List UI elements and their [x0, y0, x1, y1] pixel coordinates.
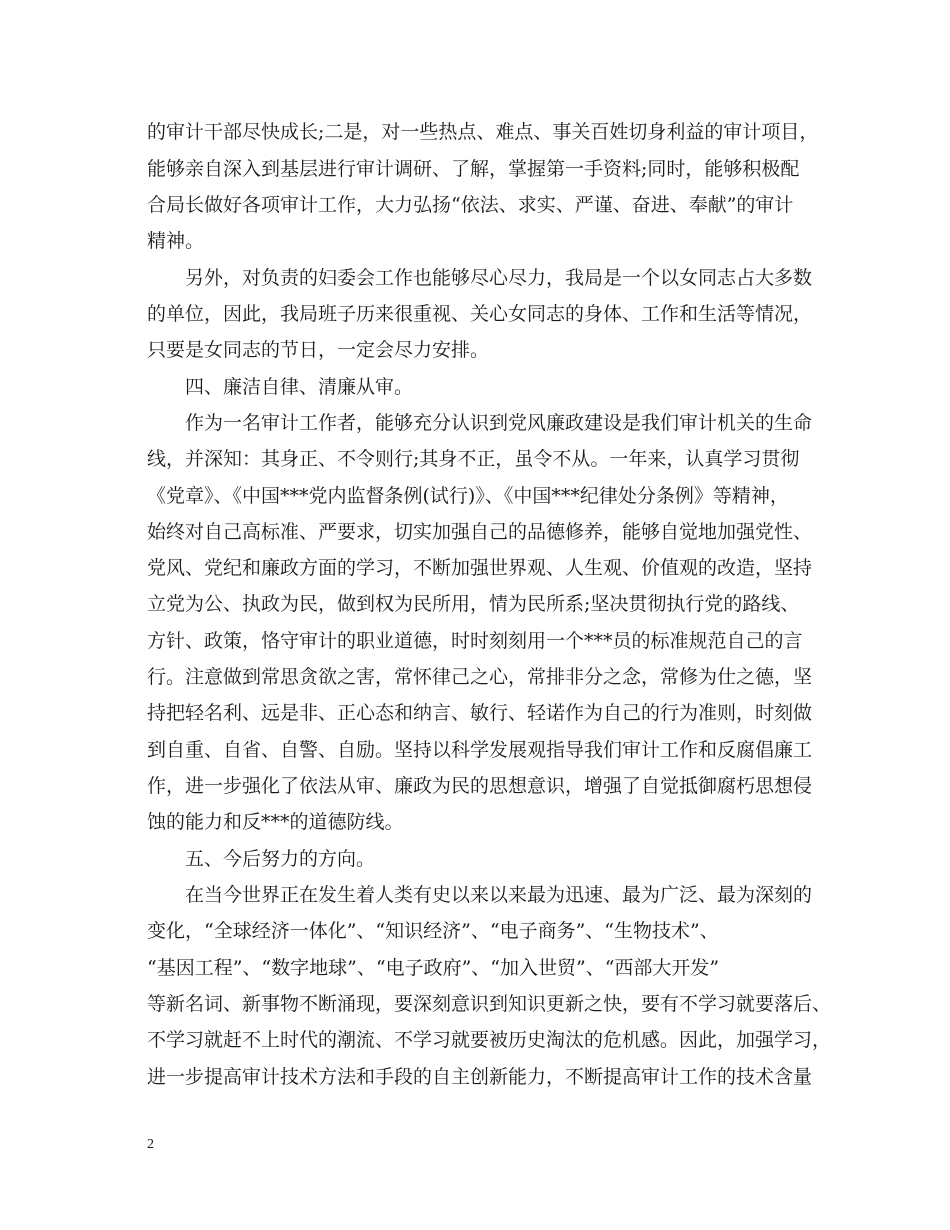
text-line: 能够亲自深入到基层进行审计调研、了解，掌握第一手资料;同时，能够积极配 [147, 158, 800, 180]
text-line: “基因工程”、“数字地球”、“电子政府”、“加入世贸”、“西部大开发” [147, 957, 720, 979]
text-line: 等新名词、新事物不断涌现，要深刻意识到知识更新之快，要有不学习就要落后、 [147, 993, 832, 1015]
section-heading-five: 五、今后努力的方向。 [185, 848, 376, 870]
text-line: 始终对自己高标准、严要求，切实加强自己的品德修养，能够自觉地加强党性、 [147, 521, 813, 543]
paragraph-start-line: 在当今世界正在发生着人类有史以来以来最为迅速、最为广泛、最为深刻的 [185, 884, 813, 906]
text-line: 持把轻名利、远是非、正心态和纳言、敏行、轻诺作为自己的行为准则，时刻做 [147, 702, 813, 724]
section-heading-four: 四、廉洁自律、清廉从审。 [185, 376, 414, 398]
text-line: 作，进一步强化了依法从审、廉政为民的思想意识，增强了自觉抵御腐朽思想侵 [147, 775, 813, 797]
text-line: 线，并深知：其身正、不令则行;其身不正，虽令不从。一年来，认真学习贯彻 [147, 448, 800, 470]
text-line: 到自重、自省、自警、自励。坚持以科学发展观指导我们审计工作和反腐倡廉工 [147, 739, 813, 761]
text-line: 的单位，因此，我局班子历来很重视、关心女同志的身体、工作和生活等情况， [147, 303, 813, 325]
text-line: 精神。 [147, 230, 205, 252]
text-line: 只要是女同志的节日，一定会尽力安排。 [147, 339, 490, 361]
text-line: 立党为公、执政为民，做到权为民所用，情为民所系;坚决贯彻执行党的路线、 [147, 593, 800, 615]
text-line: 变化，“全球经济一体化”、“知识经济”、“电子商务”、“生物技术”、 [147, 920, 719, 942]
page-number: 2 [147, 1137, 154, 1152]
text-line: 进一步提高审计技术方法和手段的自主创新能力，不断提高审计工作的技术含量 [147, 1066, 813, 1088]
text-line: 不学习就赶不上时代的潮流、不学习就要被历史淘汰的危机感。因此，加强学习， [147, 1029, 832, 1051]
paragraph-start-line: 作为一名审计工作者，能够充分认识到党风廉政建设是我们审计机关的生命 [185, 412, 813, 434]
text-line: 党风、党纪和廉政方面的学习，不断加强世界观、人生观、价值观的改造，坚持 [147, 557, 813, 579]
text-line: 的审计干部尽快成长;二是，对一些热点、难点、事关百姓切身利益的审计项目， [147, 121, 819, 143]
text-line: 《党章》、《中国***党内监督条例(试行)》、《中国***纪律处分条例》等精神， [147, 485, 789, 507]
text-line: 方针、政策，恪守审计的职业道德，时时刻刻用一个***员的标准规范自己的言 [147, 630, 803, 652]
text-line: 蚀的能力和反***的道德防线。 [147, 811, 404, 833]
paragraph-start-line: 另外，对负责的妇委会工作也能够尽心尽力，我局是一个以女同志占大多数 [185, 267, 813, 289]
text-line: 行。注意做到常思贪欲之害，常怀律己之心，常排非分之念，常修为仕之德，坚 [147, 666, 813, 688]
text-line: 合局长做好各项审计工作，大力弘扬“依法、求实、严谨、奋进、奉献”的审计 [147, 194, 794, 216]
